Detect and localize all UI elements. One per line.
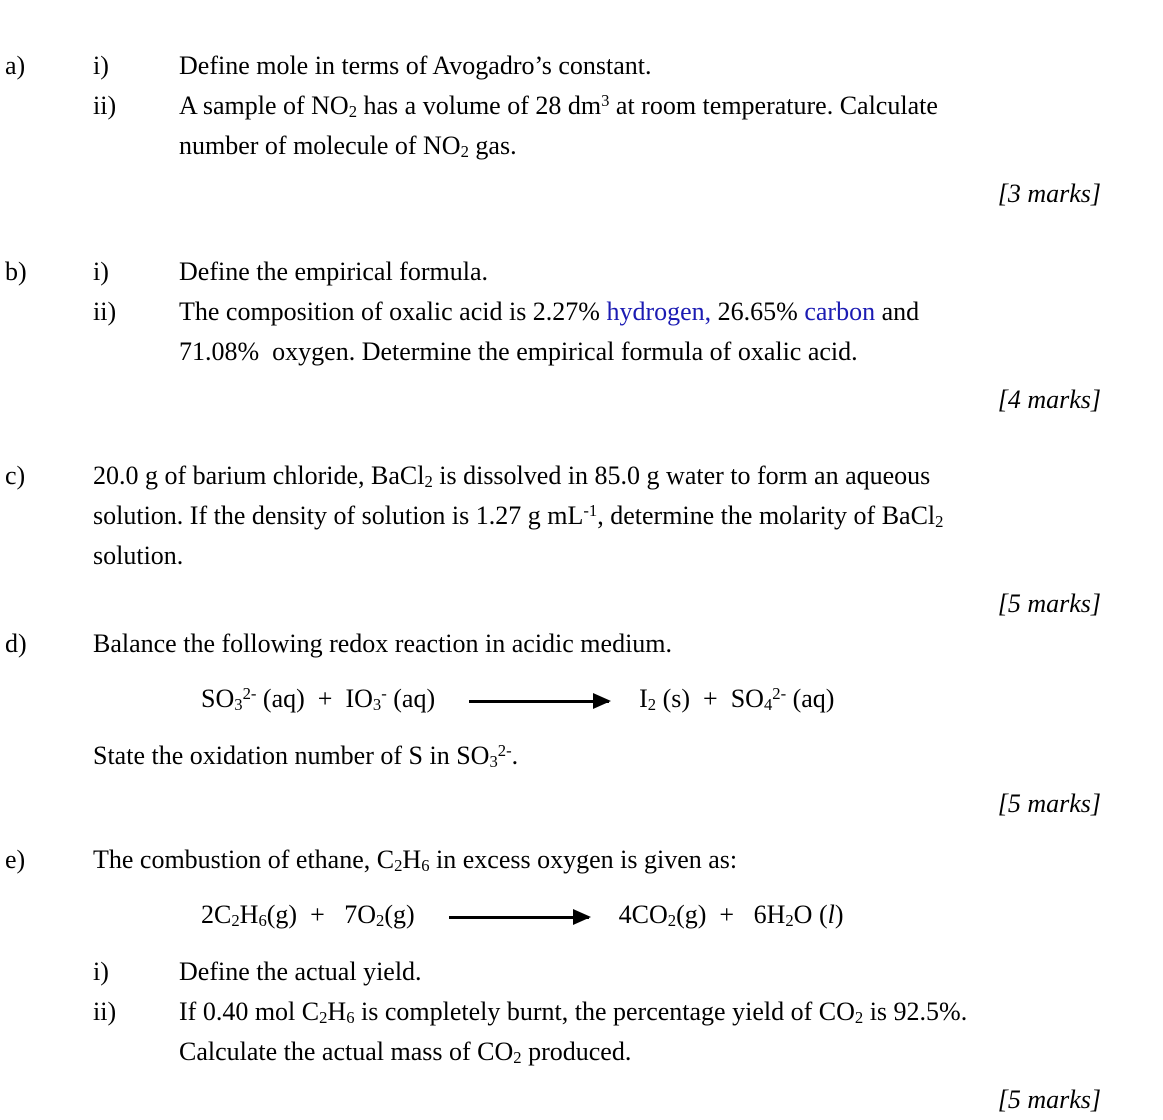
text-run: O (	[793, 900, 828, 929]
text-run: (g) + 6H	[676, 900, 786, 929]
item-number: ii)	[93, 91, 117, 120]
subscript-text: 2	[376, 910, 385, 930]
question-list	[5, 46, 1101, 1120]
text-run: H	[239, 900, 259, 929]
superscript-text: 3	[601, 90, 610, 110]
text-run: Balance the following redox reaction in acidic medium.	[93, 629, 673, 658]
text-run: 20.0 g of barium chloride, BaCl	[93, 461, 425, 490]
question-section	[5, 456, 1101, 624]
text-run: Define the actual yield.	[179, 957, 422, 986]
section-label: e)	[5, 845, 26, 874]
text-run: Calculate the actual mass of CO	[179, 1037, 514, 1066]
text-run: 71.08% oxygen. Determine the empirical formula of oxalic acid.	[179, 337, 858, 366]
item-number: ii)	[93, 297, 117, 326]
question-line	[179, 86, 1101, 126]
item-number: i)	[93, 957, 109, 986]
superscript-text: -	[381, 683, 387, 703]
subscript-text: 6	[346, 1007, 355, 1027]
text-run: is completely burnt, the percentage yield of CO	[354, 997, 855, 1026]
subscript-text: 2	[667, 910, 677, 930]
question-line	[93, 456, 1101, 496]
question-line	[93, 536, 1101, 576]
question-item	[93, 46, 1101, 86]
question-line	[93, 736, 1101, 776]
text-run: l	[827, 900, 835, 929]
subscript-text: 4	[763, 694, 773, 714]
text-run: has a volume of 28 dm	[357, 91, 602, 120]
text-run: (g) + 7O	[266, 900, 377, 929]
text-run: I	[639, 684, 648, 713]
marks-label: [5 marks]	[997, 589, 1101, 618]
question-section	[5, 252, 1101, 420]
text-run: The composition of oxalic acid is 2.27%	[179, 297, 607, 326]
question-item	[93, 952, 1101, 992]
text-run: and	[875, 297, 920, 326]
text-run: If 0.40 mol C	[179, 997, 320, 1026]
marks-label: [3 marks]	[997, 179, 1101, 208]
question-line	[179, 126, 1101, 166]
question-section	[5, 840, 1101, 1120]
section-label: c)	[5, 461, 26, 490]
highlighted-term: carbon	[804, 297, 876, 326]
text-run: H	[327, 997, 347, 1026]
item-text	[179, 46, 1101, 86]
text-run: A sample of NO	[179, 91, 349, 120]
subscript-text: 3	[489, 751, 498, 771]
question-line	[179, 992, 1101, 1032]
subscript-text: 6	[258, 910, 267, 930]
question-line	[179, 1032, 1101, 1072]
question-section	[5, 624, 1101, 824]
text-run: SO	[201, 684, 235, 713]
subscript-text: 2	[935, 511, 944, 531]
text-run: produced.	[521, 1037, 632, 1066]
section-body	[93, 46, 1101, 214]
question-line	[179, 332, 1101, 372]
text-run: (aq) + IO	[256, 684, 373, 713]
marks-label: [5 marks]	[997, 789, 1101, 818]
superscript-text: 2-	[242, 683, 257, 703]
subscript-text: 2	[231, 910, 240, 930]
item-number: i)	[93, 51, 109, 80]
section-body	[93, 456, 1101, 624]
section-label: b)	[5, 257, 27, 286]
subscript-text: 3	[234, 694, 243, 714]
subscript-text: 2	[513, 1047, 522, 1067]
text-run: gas.	[468, 131, 517, 160]
text-run: .	[511, 741, 519, 770]
question-line	[93, 496, 1101, 536]
question-line	[179, 292, 1101, 332]
text-run: 26.65%	[711, 297, 805, 326]
section-body	[93, 840, 1101, 1120]
section-body	[93, 252, 1101, 420]
text-run: H	[402, 845, 422, 874]
subscript-text: 2	[319, 1007, 328, 1027]
question-paragraph	[93, 736, 1101, 776]
subscript-text: 2	[460, 141, 469, 161]
subscript-text: 2	[394, 855, 403, 875]
section-label: a)	[5, 51, 26, 80]
question-item	[93, 992, 1101, 1072]
subscript-text: 3	[372, 694, 382, 714]
text-run: at room temperature. Calculate	[609, 91, 938, 120]
item-text	[179, 952, 1101, 992]
reaction-arrow-icon	[449, 916, 589, 919]
subscript-text: 6	[421, 855, 430, 875]
question-section	[5, 46, 1101, 214]
question-line	[179, 46, 1101, 86]
text-run: The combustion of ethane, C	[93, 845, 395, 874]
subscript-text: 2	[854, 1007, 864, 1027]
text-run: solution.	[93, 541, 184, 570]
text-run: (s) + SO	[656, 684, 764, 713]
item-text	[179, 292, 1101, 372]
subscript-text: 2	[785, 910, 794, 930]
question-item	[93, 252, 1101, 292]
text-run: solution. If the density of solution is 1.27 g mL	[93, 501, 584, 530]
text-run: (aq)	[386, 684, 436, 713]
text-run: State the oxidation number of S in SO	[93, 741, 490, 770]
reaction-equation	[201, 676, 1101, 722]
item-text	[179, 252, 1101, 292]
superscript-text: 2-	[497, 740, 512, 760]
marks-label: [5 marks]	[997, 1085, 1101, 1114]
text-run: 4CO	[618, 900, 668, 929]
item-number: i)	[93, 257, 109, 286]
question-line	[179, 952, 1101, 992]
text-run: (g)	[384, 900, 415, 929]
exam-question-page	[5, 46, 1101, 1120]
subscript-text: 2	[647, 694, 657, 714]
text-run: Define the empirical formula.	[179, 257, 488, 286]
reaction-arrow-icon	[469, 700, 609, 703]
text-run: in excess oxygen is given as:	[429, 845, 738, 874]
marks-label: [4 marks]	[997, 385, 1101, 414]
text-run: )	[834, 900, 844, 929]
superscript-text: 2-	[772, 683, 787, 703]
question-line	[179, 252, 1101, 292]
question-line	[93, 624, 1101, 664]
text-run: 2C	[201, 900, 232, 929]
item-text	[179, 86, 1101, 166]
text-run: is dissolved in 85.0 g water to form an aqueous	[432, 461, 931, 490]
question-item	[93, 292, 1101, 372]
item-text	[179, 992, 1101, 1072]
subscript-text: 2	[424, 471, 433, 491]
item-number: ii)	[93, 997, 117, 1026]
text-run: number of molecule of NO	[179, 131, 461, 160]
question-line	[93, 840, 1101, 880]
question-item	[93, 86, 1101, 166]
section-body	[93, 624, 1101, 824]
text-run: is 92.5%.	[863, 997, 968, 1026]
question-paragraph	[93, 456, 1101, 576]
subscript-text: 2	[348, 101, 358, 121]
reaction-equation	[201, 892, 1101, 938]
text-run: (aq)	[786, 684, 835, 713]
section-label: d)	[5, 629, 27, 658]
superscript-text: -1	[583, 500, 598, 520]
text-run: , determine the molarity of BaCl	[597, 501, 936, 530]
question-paragraph	[93, 840, 1101, 880]
highlighted-term: hydrogen,	[606, 297, 712, 326]
text-run: Define mole in terms of Avogadro’s constant.	[179, 51, 652, 80]
question-paragraph	[93, 624, 1101, 664]
